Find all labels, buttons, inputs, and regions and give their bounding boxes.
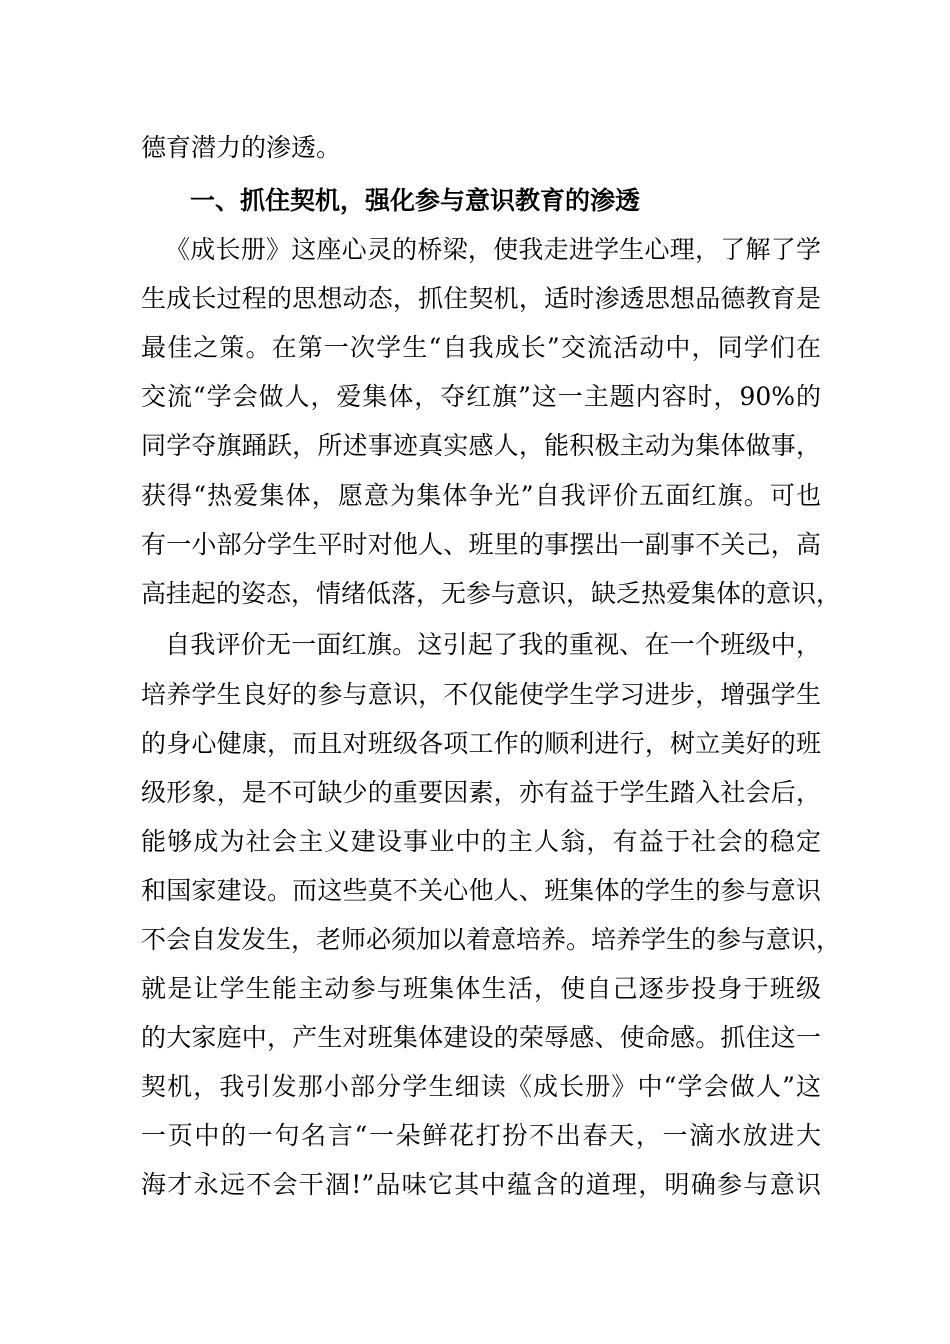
paragraph-line: 高挂起的姿态，情绪低落，无参与意识，缺乏热爱集体的意识， bbox=[141, 579, 842, 608]
paragraph-line: 不会自发发生，老师必须加以着意培养。培养学生的参与意识， bbox=[141, 925, 842, 954]
paragraph-line: 有一小部分学生平时对他人、班里的事摆出一副事不关己，高 bbox=[141, 530, 821, 559]
paragraph-line: 海才永远不会干涸!”品味它其中蕴含的道理，明确参与意识 bbox=[141, 1170, 821, 1199]
paragraph-line: 一页中的一句名言“一朵鲜花打扮不出春天，一滴水放进大 bbox=[141, 1121, 821, 1150]
paragraph-line: 同学夺旗踊跃，所述事迹真实感人，能积极主动为集体做事， bbox=[141, 431, 821, 460]
paragraph-line: 自我评价无一面红旗。这引起了我的重视、在一个班级中， bbox=[165, 630, 821, 659]
section-heading: 一、抓住契机，强化参与意识教育的渗透 bbox=[190, 186, 641, 215]
paragraph-line: 交流“学会做人，爱集体，夺红旗”这一主题内容时，90%的 bbox=[141, 382, 821, 411]
paragraph-line: 德育潜力的渗透。 bbox=[141, 133, 342, 162]
paragraph-line: 《成长册》这座心灵的桥梁，使我走进学生心理，了解了学 bbox=[165, 235, 821, 264]
paragraph-line: 级形象，是不可缺少的重要因素，亦有益于学生踏入社会后， bbox=[141, 778, 821, 807]
paragraph-line: 能够成为社会主义建设事业中的主人翁，有益于社会的稳定 bbox=[141, 827, 821, 856]
paragraph-line: 的身心健康，而且对班级各项工作的顺利进行，树立美好的班 bbox=[141, 729, 821, 758]
paragraph-line: 获得“热爱集体，愿意为集体争光”自我评价五面红旗。可也 bbox=[141, 481, 821, 510]
paragraph-line: 和国家建设。而这些莫不关心他人、班集体的学生的参与意识 bbox=[141, 876, 821, 905]
paragraph-line: 就是让学生能主动参与班集体生活，使自己逐步投身于班级 bbox=[141, 974, 821, 1003]
paragraph-line: 的大家庭中，产生对班集体建设的荣辱感、使命感。抓住这一 bbox=[141, 1023, 821, 1052]
paragraph-line: 培养学生良好的参与意识，不仅能使学生学习进步，增强学生 bbox=[141, 680, 821, 709]
paragraph-line: 契机，我引发那小部分学生细读《成长册》中“学会做人”这 bbox=[141, 1072, 821, 1101]
paragraph-line: 生成长过程的思想动态，抓住契机，适时渗透思想品德教育是 bbox=[141, 284, 821, 313]
paragraph-line: 最佳之策。在第一次学生“自我成长”交流活动中，同学们在 bbox=[141, 333, 821, 362]
